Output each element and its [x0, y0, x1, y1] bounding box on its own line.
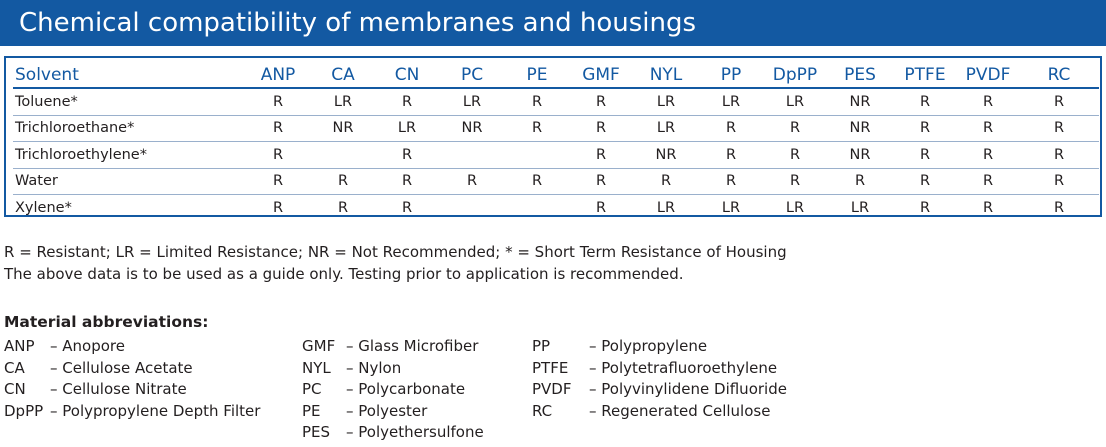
abbreviation-item: [302, 336, 484, 358]
rating-cell: [311, 142, 375, 169]
abbreviation-description: – Cellulose Acetate: [50, 358, 193, 377]
abbreviation-item: [4, 379, 260, 401]
rating-cell: R: [957, 142, 1019, 169]
rating-cell: R: [401, 199, 413, 216]
abbreviation-description: – Polycarbonate: [346, 380, 466, 398]
abbreviation-item: [302, 379, 484, 401]
rating-cell: R: [699, 142, 763, 169]
rating-cell: R: [569, 142, 633, 169]
rating-cell: R: [893, 88, 957, 115]
abbreviations-heading: Material abbreviations:: [4, 313, 209, 331]
column-header: GMF: [569, 62, 633, 88]
abbreviations-column: [532, 336, 787, 422]
rating-cell: R: [633, 168, 699, 195]
rating-cell: R: [763, 168, 827, 195]
abbreviation-item: [532, 401, 787, 423]
abbreviation-description: – Polypropylene: [589, 337, 708, 355]
abbreviations-column: [302, 336, 484, 444]
rating-cell: R: [1019, 142, 1099, 169]
abbreviation-description: – Polypropylene Depth Filter: [50, 401, 261, 420]
rating-cell: LR: [656, 199, 676, 216]
rating-cell: R: [763, 115, 827, 142]
abbreviation-item: [532, 358, 787, 380]
rating-cell: R: [245, 168, 311, 195]
rating-cell: NR: [827, 88, 893, 115]
rating-cell: [439, 142, 505, 169]
abbreviation-item: [302, 358, 484, 380]
abbreviations-column: [4, 336, 260, 422]
solvent-cell: Trichloroethane*: [13, 115, 245, 142]
rating-cell: NR: [827, 142, 893, 169]
column-header: CA: [311, 62, 375, 88]
abbreviation-item: [532, 379, 787, 401]
rating-cell: [505, 142, 569, 169]
abbreviation-description: – Polyvinylidene Difluoride: [589, 380, 787, 398]
rating-cell: LR: [699, 88, 763, 115]
rating-cell: R: [272, 199, 284, 216]
abbreviation-description: – Polyester: [346, 401, 428, 420]
rating-cell: R: [505, 88, 569, 115]
abbreviation-code: PP: [532, 337, 551, 355]
rating-cell: NR: [633, 142, 699, 169]
rating-cell: R: [439, 168, 505, 195]
column-header: PVDF: [957, 62, 1019, 88]
abbreviation-code: GMF: [302, 337, 336, 355]
rating-cell: R: [245, 115, 311, 142]
rating-cell: LR: [633, 88, 699, 115]
rating-cell: R: [763, 142, 827, 169]
rating-cell: R: [375, 88, 439, 115]
rating-cell: R: [1053, 199, 1065, 216]
column-header: PP: [699, 62, 763, 88]
abbreviation-description: – Polytetrafluoroethylene: [589, 358, 778, 377]
abbreviation-code: PES: [302, 423, 331, 441]
rating-cell: LR: [785, 199, 805, 216]
rating-cell: R: [505, 168, 569, 195]
rating-cell: R: [893, 142, 957, 169]
column-header: RC: [1019, 62, 1099, 88]
rating-cell: R: [699, 168, 763, 195]
abbreviation-description: – Nylon: [346, 358, 402, 377]
page-title: Chemical compatibility of membranes and housings: [19, 8, 697, 38]
abbreviation-description: – Cellulose Nitrate: [50, 380, 187, 398]
abbreviation-code: ANP: [4, 337, 35, 355]
solvent-cell: Xylene*: [15, 199, 72, 216]
rating-cell: R: [245, 88, 311, 115]
column-header: PES: [827, 62, 893, 88]
abbreviation-code: RC: [532, 401, 553, 420]
solvent-cell: Water: [13, 168, 245, 195]
rating-cell: R: [957, 168, 1019, 195]
rating-cell: R: [893, 168, 957, 195]
rating-cell: LR: [439, 88, 505, 115]
abbreviation-code: CN: [4, 380, 26, 398]
abbreviation-code: CA: [4, 358, 25, 377]
rating-cell: R: [569, 168, 633, 195]
rating-cell: R: [505, 115, 569, 142]
solvent-cell: Trichloroethylene*: [13, 142, 245, 169]
rating-cell: LR: [721, 199, 741, 216]
abbreviation-code: PE: [302, 401, 321, 420]
rating-cell: R: [569, 88, 633, 115]
rating-cell: R: [569, 115, 633, 142]
rating-cell: [439, 195, 505, 221]
rating-cell: R: [957, 115, 1019, 142]
column-header: NYL: [633, 62, 699, 88]
rating-cell: R: [311, 168, 375, 195]
table-row: [13, 142, 1099, 169]
rating-cell: R: [893, 115, 957, 142]
abbreviation-item: [4, 358, 260, 380]
rating-cell: NR: [827, 115, 893, 142]
table-row: [13, 115, 1099, 142]
rating-cell: NR: [439, 115, 505, 142]
abbreviation-code: PC: [302, 380, 322, 398]
rating-cell: R: [245, 142, 311, 169]
rating-cell: R: [827, 168, 893, 195]
abbreviation-code: NYL: [302, 358, 331, 377]
compatibility-table: [13, 62, 1099, 221]
abbreviation-description: – Glass Microfiber: [346, 337, 479, 355]
rating-cell: NR: [311, 115, 375, 142]
legend-disclaimer-line: The above data is to be used as a guide only. Testing prior to application is recommended.: [4, 265, 684, 283]
abbreviation-item: [302, 401, 484, 423]
column-header: DpPP: [763, 62, 827, 88]
rating-cell: LR: [633, 115, 699, 142]
rating-cell: R: [1019, 115, 1099, 142]
rating-cell: R: [699, 115, 763, 142]
table-header-row: [13, 62, 1099, 88]
rating-cell: R: [957, 88, 1019, 115]
rating-cell: LR: [850, 199, 870, 216]
column-header: CN: [375, 62, 439, 88]
legend-key-line: R = Resistant; LR = Limited Resistance; NR = Not Recommended; * = Short Term Resistance of Housing: [4, 243, 787, 261]
table-row: [13, 168, 1099, 195]
column-header: PTFE: [893, 62, 957, 88]
rating-cell: R: [1019, 88, 1099, 115]
column-header: PE: [505, 62, 569, 88]
abbreviation-code: DpPP: [4, 401, 44, 420]
rating-cell: R: [375, 142, 439, 169]
legend-notes: [4, 241, 787, 285]
table-row: [13, 88, 1099, 115]
abbreviation-code: PVDF: [532, 380, 572, 398]
table-row: [13, 195, 1099, 221]
abbreviation-item: [302, 422, 484, 444]
abbreviation-description: – Anopore: [50, 337, 125, 355]
rating-cell: R: [337, 199, 349, 216]
column-header: PC: [439, 62, 505, 88]
abbreviation-item: [532, 336, 787, 358]
column-header: Solvent: [13, 62, 245, 88]
rating-cell: R: [919, 199, 931, 216]
rating-cell: R: [982, 199, 994, 216]
rating-cell: R: [375, 168, 439, 195]
compatibility-table-frame: [4, 56, 1102, 217]
rating-cell: LR: [375, 115, 439, 142]
abbreviation-description: – Polyethersulfone: [346, 423, 484, 441]
abbreviation-description: – Regenerated Cellulose: [589, 401, 771, 420]
column-header: ANP: [245, 62, 311, 88]
rating-cell: R: [1019, 168, 1099, 195]
rating-cell: [505, 195, 569, 221]
abbreviation-item: [4, 401, 260, 423]
rating-cell: LR: [311, 88, 375, 115]
rating-cell: R: [595, 199, 607, 216]
page-title-banner: [0, 0, 1106, 46]
abbreviation-code: PTFE: [532, 358, 569, 377]
rating-cell: LR: [763, 88, 827, 115]
solvent-cell: Toluene*: [13, 88, 245, 115]
abbreviation-item: [4, 336, 260, 358]
